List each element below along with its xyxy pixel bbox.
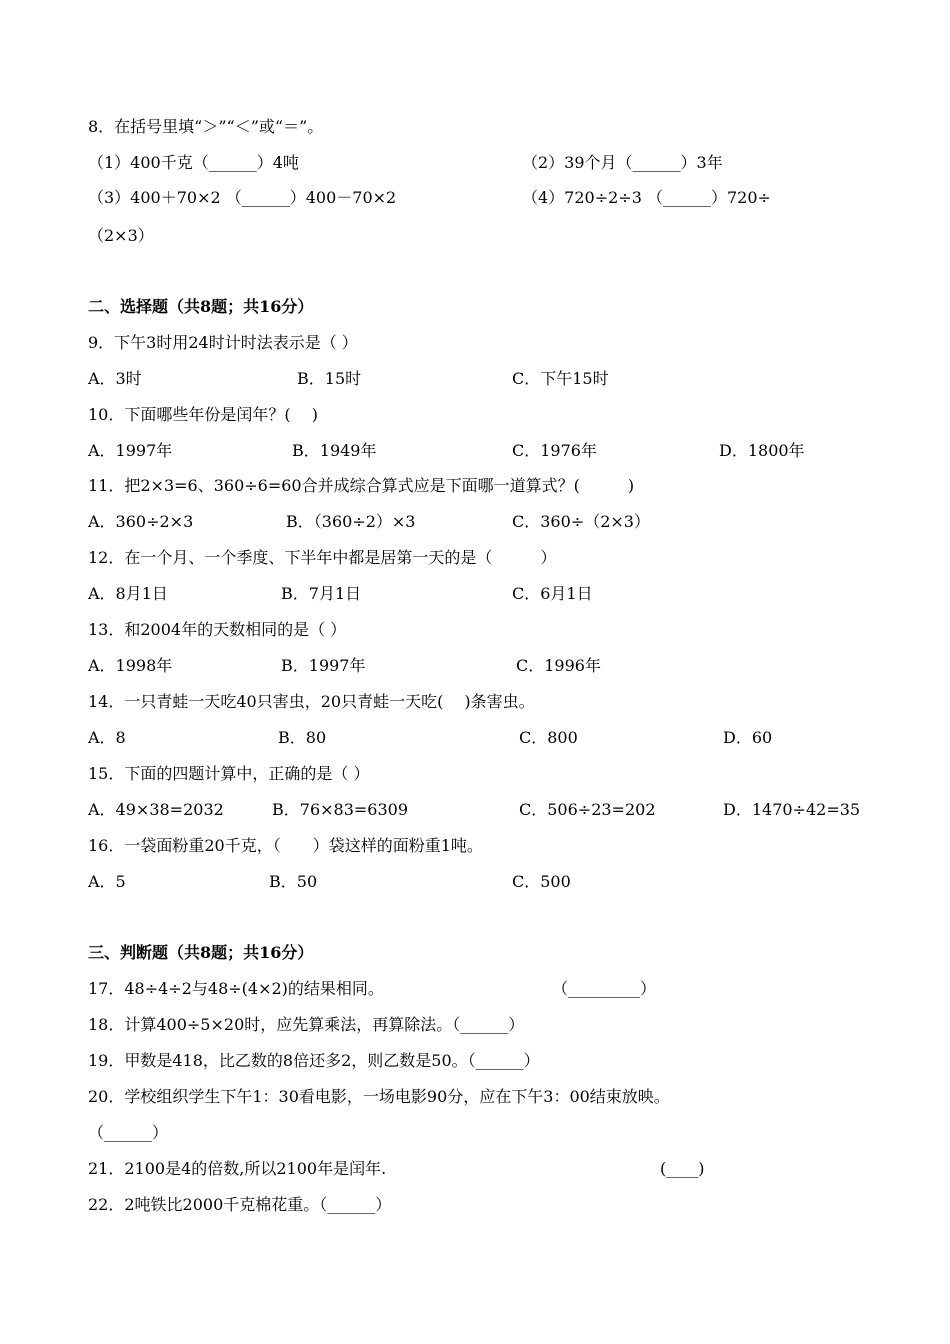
q16-option-a: A．5 bbox=[88, 872, 126, 891]
q13-option-a: A．1998年 bbox=[88, 656, 173, 675]
q15-option-a: A．49×38=2032 bbox=[88, 800, 224, 819]
q14-option-b: B．80 bbox=[278, 728, 327, 747]
q15-option-c: C．506÷23=202 bbox=[519, 800, 656, 819]
q10-option-d: D．1800年 bbox=[719, 441, 805, 460]
q13-stem: 13．和2004年的天数相同的是（ ） bbox=[88, 620, 347, 639]
q10-stem: 10．下面哪些年份是闰年？( ) bbox=[88, 405, 318, 424]
q8-item-2: （2）39个月（______）3年 bbox=[522, 153, 723, 172]
q12-option-b: B．7月1日 bbox=[281, 584, 362, 603]
q18-stem: 18．计算400÷5×20时，应先算乘法，再算除法。（______） bbox=[88, 1015, 525, 1034]
q16-option-c: C．500 bbox=[512, 872, 571, 891]
q14-stem: 14．一只青蛙一天吃40只害虫，20只青蛙一天吃( )条害虫。 bbox=[88, 692, 535, 711]
q9-option-b: B．15时 bbox=[297, 369, 362, 388]
q9-option-a: A．3时 bbox=[88, 369, 142, 388]
q11-option-a: A．360÷2×3 bbox=[88, 512, 194, 531]
q12-stem: 12．在一个月、一个季度、下半年中都是居第一天的是（ ） bbox=[88, 548, 557, 567]
q17-stem: 17．48÷4÷2与48÷(4×2)的结果相同。 bbox=[88, 979, 384, 998]
q9-option-c: C．下午15时 bbox=[512, 369, 609, 388]
q11-option-c: C．360÷（2×3） bbox=[512, 512, 650, 531]
q10-option-b: B．1949年 bbox=[292, 441, 377, 460]
q8-stem: 8．在括号里填“＞”“＜”或“＝”。 bbox=[88, 117, 324, 136]
q10-option-c: C．1976年 bbox=[512, 441, 597, 460]
q11-option-b: B．（360÷2）×3 bbox=[286, 512, 416, 531]
q15-option-b: B．76×83=6309 bbox=[272, 800, 409, 819]
q15-stem: 15．下面的四题计算中，正确的是（ ） bbox=[88, 764, 370, 783]
q9-stem: 9．下午3时用24时计时法表示是（ ） bbox=[88, 333, 358, 352]
q12-option-a: A．8月1日 bbox=[88, 584, 168, 603]
q19-stem: 19．甲数是418，比乙数的8倍还多2，则乙数是50。（______） bbox=[88, 1051, 540, 1070]
q8-item-4-cont: （2×3） bbox=[88, 226, 154, 245]
q13-option-c: C．1996年 bbox=[516, 656, 601, 675]
q16-option-b: B．50 bbox=[269, 872, 318, 891]
q14-option-c: C．800 bbox=[519, 728, 578, 747]
q15-option-d: D．1470÷42=35 bbox=[723, 800, 861, 819]
section2-heading: 二、选择题（共8题；共16分） bbox=[88, 297, 314, 316]
q8-item-3: （3）400＋70×2 （______）400－70×2 bbox=[88, 188, 397, 207]
q8-item-1: （1）400千克（______）4吨 bbox=[88, 153, 299, 172]
section3-heading: 三、判断题（共8题；共16分） bbox=[88, 943, 314, 962]
q14-option-a: A．8 bbox=[88, 728, 126, 747]
q20-answer-blank: （______） bbox=[88, 1123, 169, 1142]
q21-answer-blank: (____) bbox=[660, 1159, 705, 1178]
q20-stem: 20．学校组织学生下午1：30看电影，一场电影90分，应在下午3：00结束放映。 bbox=[88, 1087, 670, 1106]
q12-option-c: C．6月1日 bbox=[512, 584, 593, 603]
q10-option-a: A．1997年 bbox=[88, 441, 173, 460]
q17-answer-blank: （_________） bbox=[552, 979, 657, 998]
q16-stem: 16．一袋面粉重20千克，（ ）袋这样的面粉重1吨。 bbox=[88, 836, 483, 855]
q8-item-4: （4）720÷2÷3 （______）720÷ bbox=[522, 188, 771, 207]
q11-stem: 11．把2×3=6、360÷6=60合并成综合算式应是下面哪一道算式？( ) bbox=[88, 476, 635, 495]
q13-option-b: B．1997年 bbox=[281, 656, 366, 675]
q21-stem: 21．2100是4的倍数,所以2100年是闰年. bbox=[88, 1159, 387, 1178]
q14-option-d: D．60 bbox=[723, 728, 773, 747]
q22-stem: 22．2吨铁比2000千克棉花重。（______） bbox=[88, 1195, 392, 1214]
